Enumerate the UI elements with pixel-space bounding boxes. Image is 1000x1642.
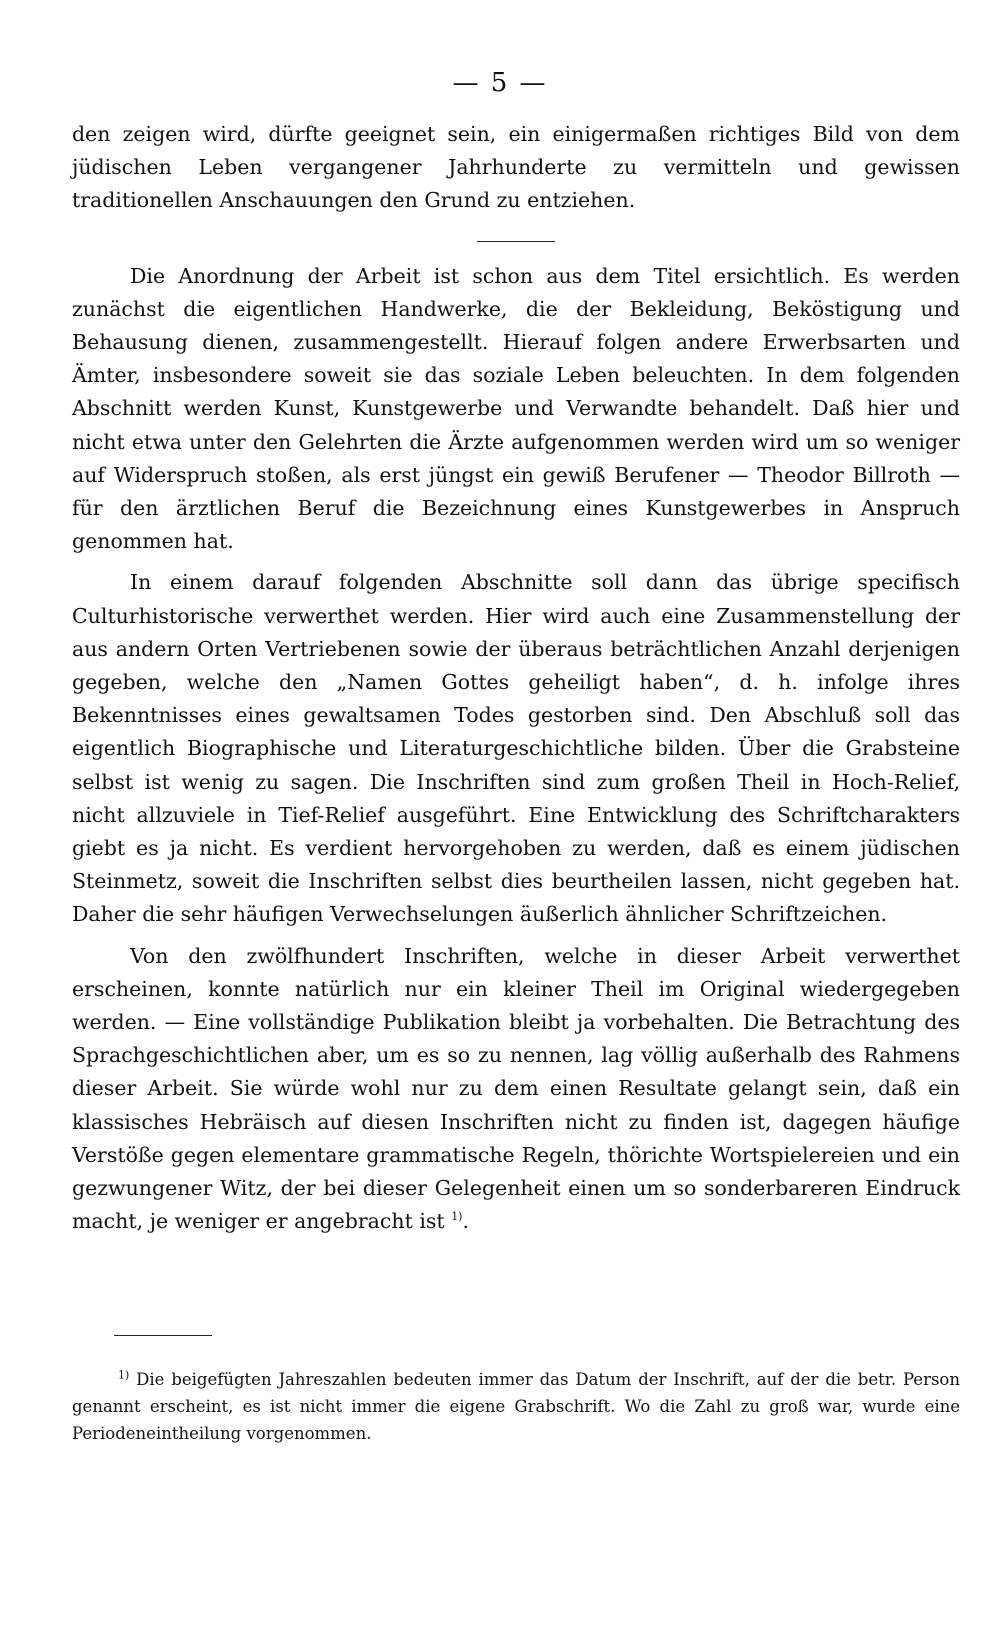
body-text [72,118,960,1239]
paragraph-inscriptions [72,940,960,1239]
footnote-reference[interactable]: 1) [451,1210,463,1224]
paragraph-continuation: den zeigen wird, dürfte geeignet sein, ein einigermaßen richtiges Bild von dem jüdischen Leben vergangener Jahrhunderte zu vermitteln und gewissen traditionellen Anschauungen den Grund zu entziehen. [72,122,960,213]
footnote-marker: 1) [118,1368,130,1382]
footnote-text: Die beigefügten Jahreszahlen bedeuten immer das Datum der Inschrift, auf der die betr. Person genannt erscheint, es ist nicht immer die eigene Grabschrift. Wo die Zahl zu groß war, wurde eine Periodeneintheilung vorgenommen. [72,1370,960,1443]
footnote-paragraph [72,1366,960,1447]
paragraph-cultural-history: In einem darauf folgenden Abschnitte soll dann das übrige specifisch Culturhistorische verwerthet werden. Hier wird auch eine Zusammenstellung der aus andern Orten Vertriebenen sowie der überaus beträchtlichen Anzahl derjenigen gegeben, welche den „Namen Gottes geheiligt haben“, d. h. infolge ihres Bekenntnisses eines gewaltsamen Todes gestorben sind. Den Abschluß soll das eigentlich Biographische und Literaturgeschichtliche bilden. Über die Grabsteine selbst ist wenig zu sagen. Die Inschriften sind zum großen Theil in Hoch-Relief, nicht allzuviele in Tief-Relief ausgeführt. Eine Entwicklung des Schriftcharakters giebt es ja nicht. Es verdient hervorgehoben zu werden, daß es einem jüdischen Steinmetz, soweit die Inschriften selbst dies beurtheilen lassen, nicht gegeben hat. Daher die sehr häufigen Verwechselungen äußerlich ähnlicher Schriftzeichen. [72,570,960,927]
footnote [72,1366,960,1447]
paragraph-gap [72,932,960,940]
section-separator [477,241,555,242]
paragraph-end-punctuation: . [462,1209,470,1234]
paragraph-gap [72,558,960,566]
page-number: — 5 — [452,68,548,98]
paragraph-inscriptions-text: Von den zwölfhundert Inschriften, welche in dieser Arbeit verwerthet erscheinen, konnte natürlich nur ein kleiner Theil im Original wiedergegeben werden. — Eine vollständige Publikation bleibt ja vorbehalten. Die Betrachtung des Sprachgeschichtlichen aber, um es so zu nennen, lag völlig außerhalb des Rahmens dieser Arbeit. Sie würde wohl nur zu dem einen Resultate gelangt sein, daß ein klassisches Hebräisch auf diesen Inschriften nicht zu finden ist, dagegen häufige Verstöße gegen elementare grammatische Regeln, thörichte Wortspielereien und ein gezwungener Witz, der bei dieser Gelegenheit einen um so sonderbareren Eindruck macht, je weniger er angebracht ist [72,943,960,1234]
footnote-rule [114,1335,212,1336]
paragraph-arrangement: Die Anordnung der Arbeit ist schon aus dem Titel ersichtlich. Es werden zunächst die eigentlichen Handwerke, die der Bekleidung, Beköstigung und Behausung dienen, zusammengestellt. Hierauf folgen andere Erwerbsarten und Ämter, insbesondere soweit sie das soziale Leben beleuchten. In dem folgenden Abschnitt werden Kunst, Kunstgewerbe und Verwandte behandelt. Daß hier und nicht etwa unter den Gelehrten die Ärzte aufgenommen werden wird um so weniger auf Widerspruch stoßen, als erst jüngst ein gewiß Berufener — Theodor Billroth — für den ärztlichen Beruf die Bezeichnung eines Kunstgewerbes in Anspruch genommen hat. [72,263,960,554]
